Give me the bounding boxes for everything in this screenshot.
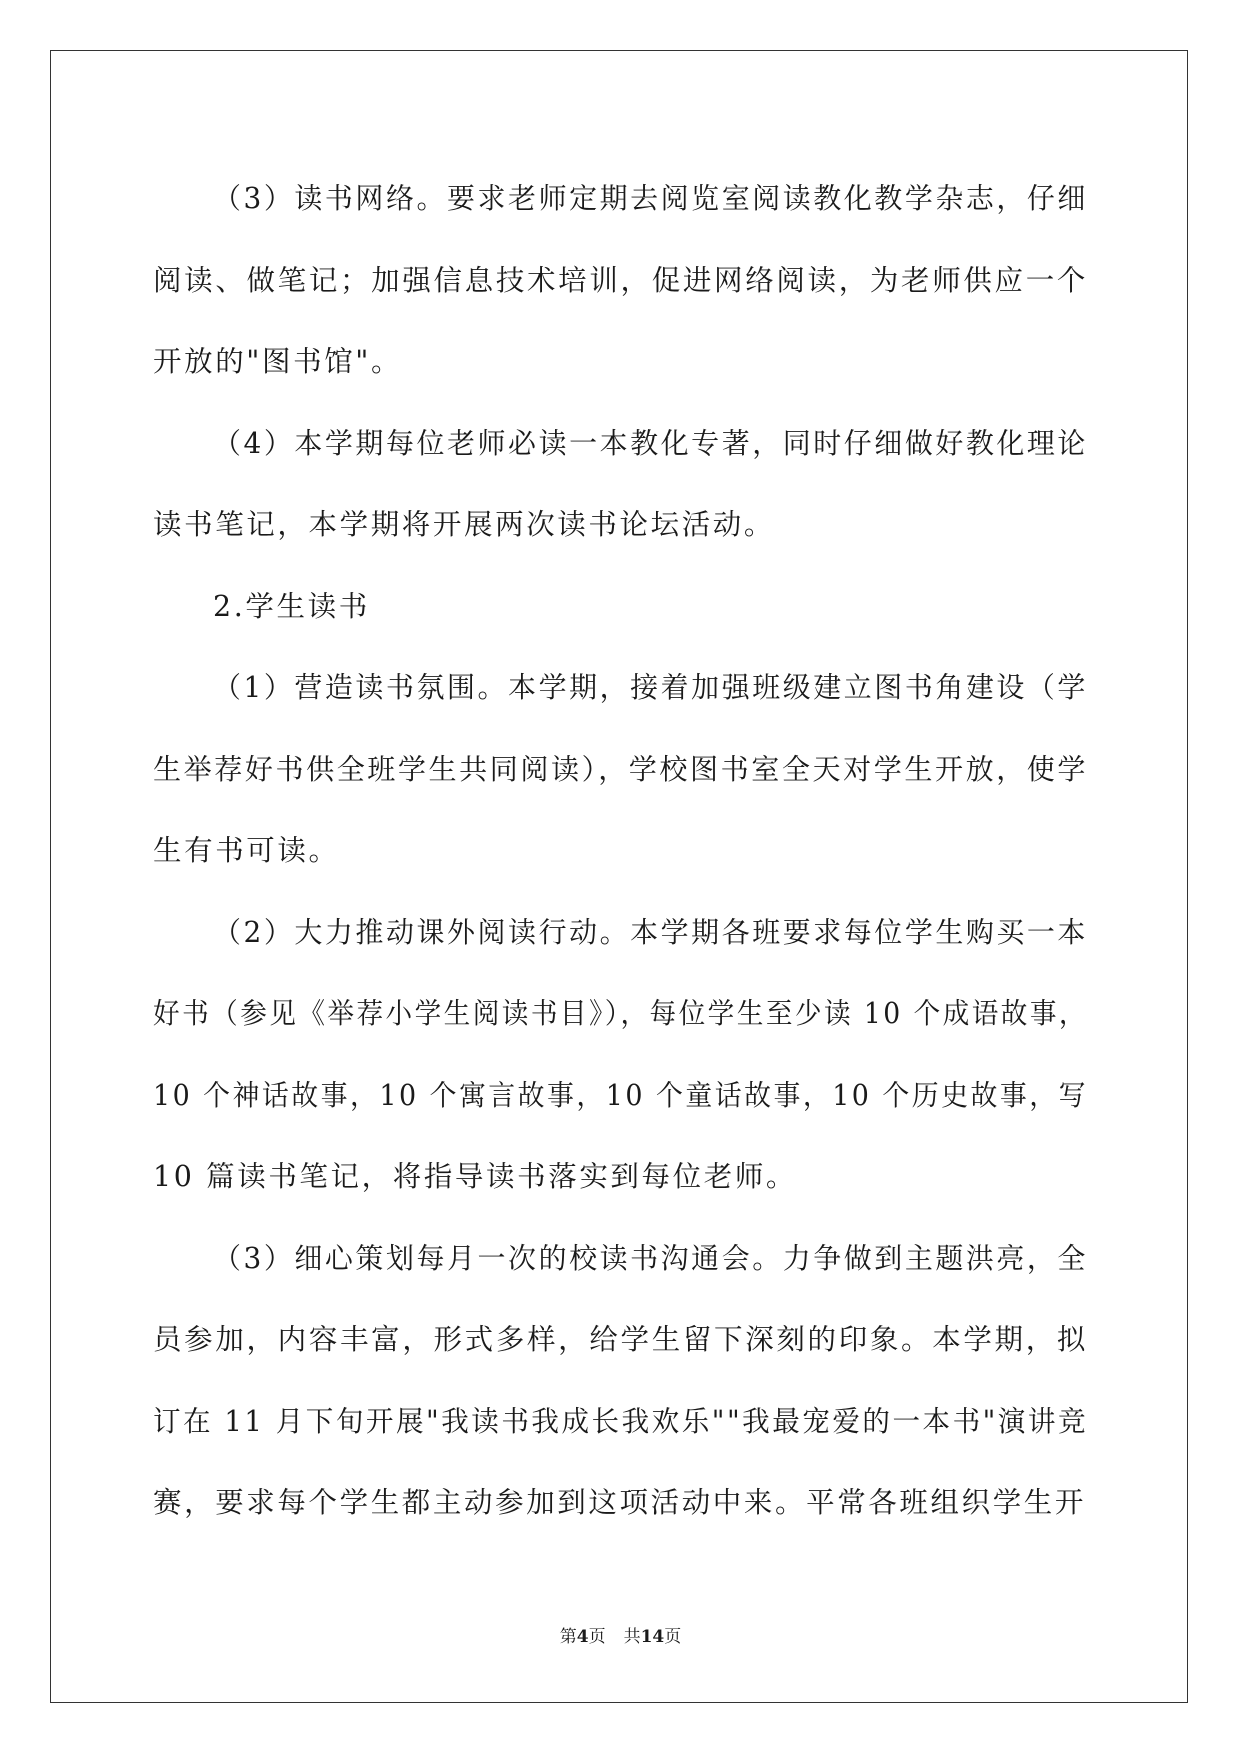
- paragraph-extracurricular-reading: [153, 892, 1088, 1218]
- text-line: 开放的"图书馆"。: [153, 345, 403, 378]
- text-line: （1）营造读书氛围。本学期，接着加强班级建立图书角建设（学: [213, 671, 1088, 704]
- text-line: 员参加，内容丰富，形式多样，给学生留下深刻的印象。本学期，拟: [153, 1323, 1089, 1356]
- text-line: （2）大力推动课外阅读行动。本学期各班要求每位学生购买一本: [213, 915, 1088, 949]
- page-total: 14: [640, 1627, 665, 1647]
- page-suffix: 页: [588, 1627, 606, 1647]
- paragraph-teacher-required-reading: [153, 403, 1088, 566]
- paragraph-reading-exchange-meeting: [153, 1218, 1088, 1544]
- text-line: （3）读书网络。要求老师定期去阅览室阅读教化教学杂志，仔细: [213, 182, 1088, 215]
- paragraph-reading-atmosphere: [153, 647, 1088, 892]
- page-footer: [0, 1622, 1241, 1647]
- text-line: 生举荐好书供全班学生共同阅读），学校图书室全天对学生开放，使学: [153, 752, 1089, 786]
- text-line: 读书笔记，本学期将开展两次读书论坛活动。: [153, 508, 776, 541]
- page-current: 4: [576, 1627, 589, 1647]
- document-body: [153, 158, 1088, 1544]
- section-heading-student-reading: [153, 566, 1088, 648]
- text-line: 10 篇读书笔记，将指导读书落实到每位老师。: [153, 1160, 798, 1193]
- text-line: 订在 11 月下旬开展"我读书我成长我欢乐""我最宠爱的一本书"演讲竞: [153, 1404, 1089, 1438]
- paragraph-teacher-reading-network: [153, 158, 1088, 403]
- text-line: 生有书可读。: [153, 834, 340, 867]
- text-line: 阅读、做笔记；加强信息技术培训，促进网络阅读，为老师供应一个: [153, 263, 1089, 297]
- total-prefix: 共: [623, 1627, 641, 1647]
- text-line: （3）细心策划每月一次的校读书沟通会。力争做到主题洪亮，全: [213, 1241, 1088, 1275]
- text-line: 赛，要求每个学生都主动参加到这项活动中来。平常各班组织学生开: [153, 1486, 1087, 1519]
- total-suffix: 页: [664, 1627, 682, 1647]
- text-line: （4）本学期每位老师必读一本教化专著，同时仔细做好教化理论: [213, 426, 1088, 460]
- page-prefix: 第: [559, 1627, 577, 1647]
- text-line: 2.学生读书: [213, 589, 370, 623]
- text-line: 10 个神话故事，10 个寓言故事，10 个童话故事，10 个历史故事，写: [153, 1078, 1088, 1112]
- text-line: 好书（参见《举荐小学生阅读书目》），每位学生至少读 10 个成语故事，: [153, 997, 1088, 1030]
